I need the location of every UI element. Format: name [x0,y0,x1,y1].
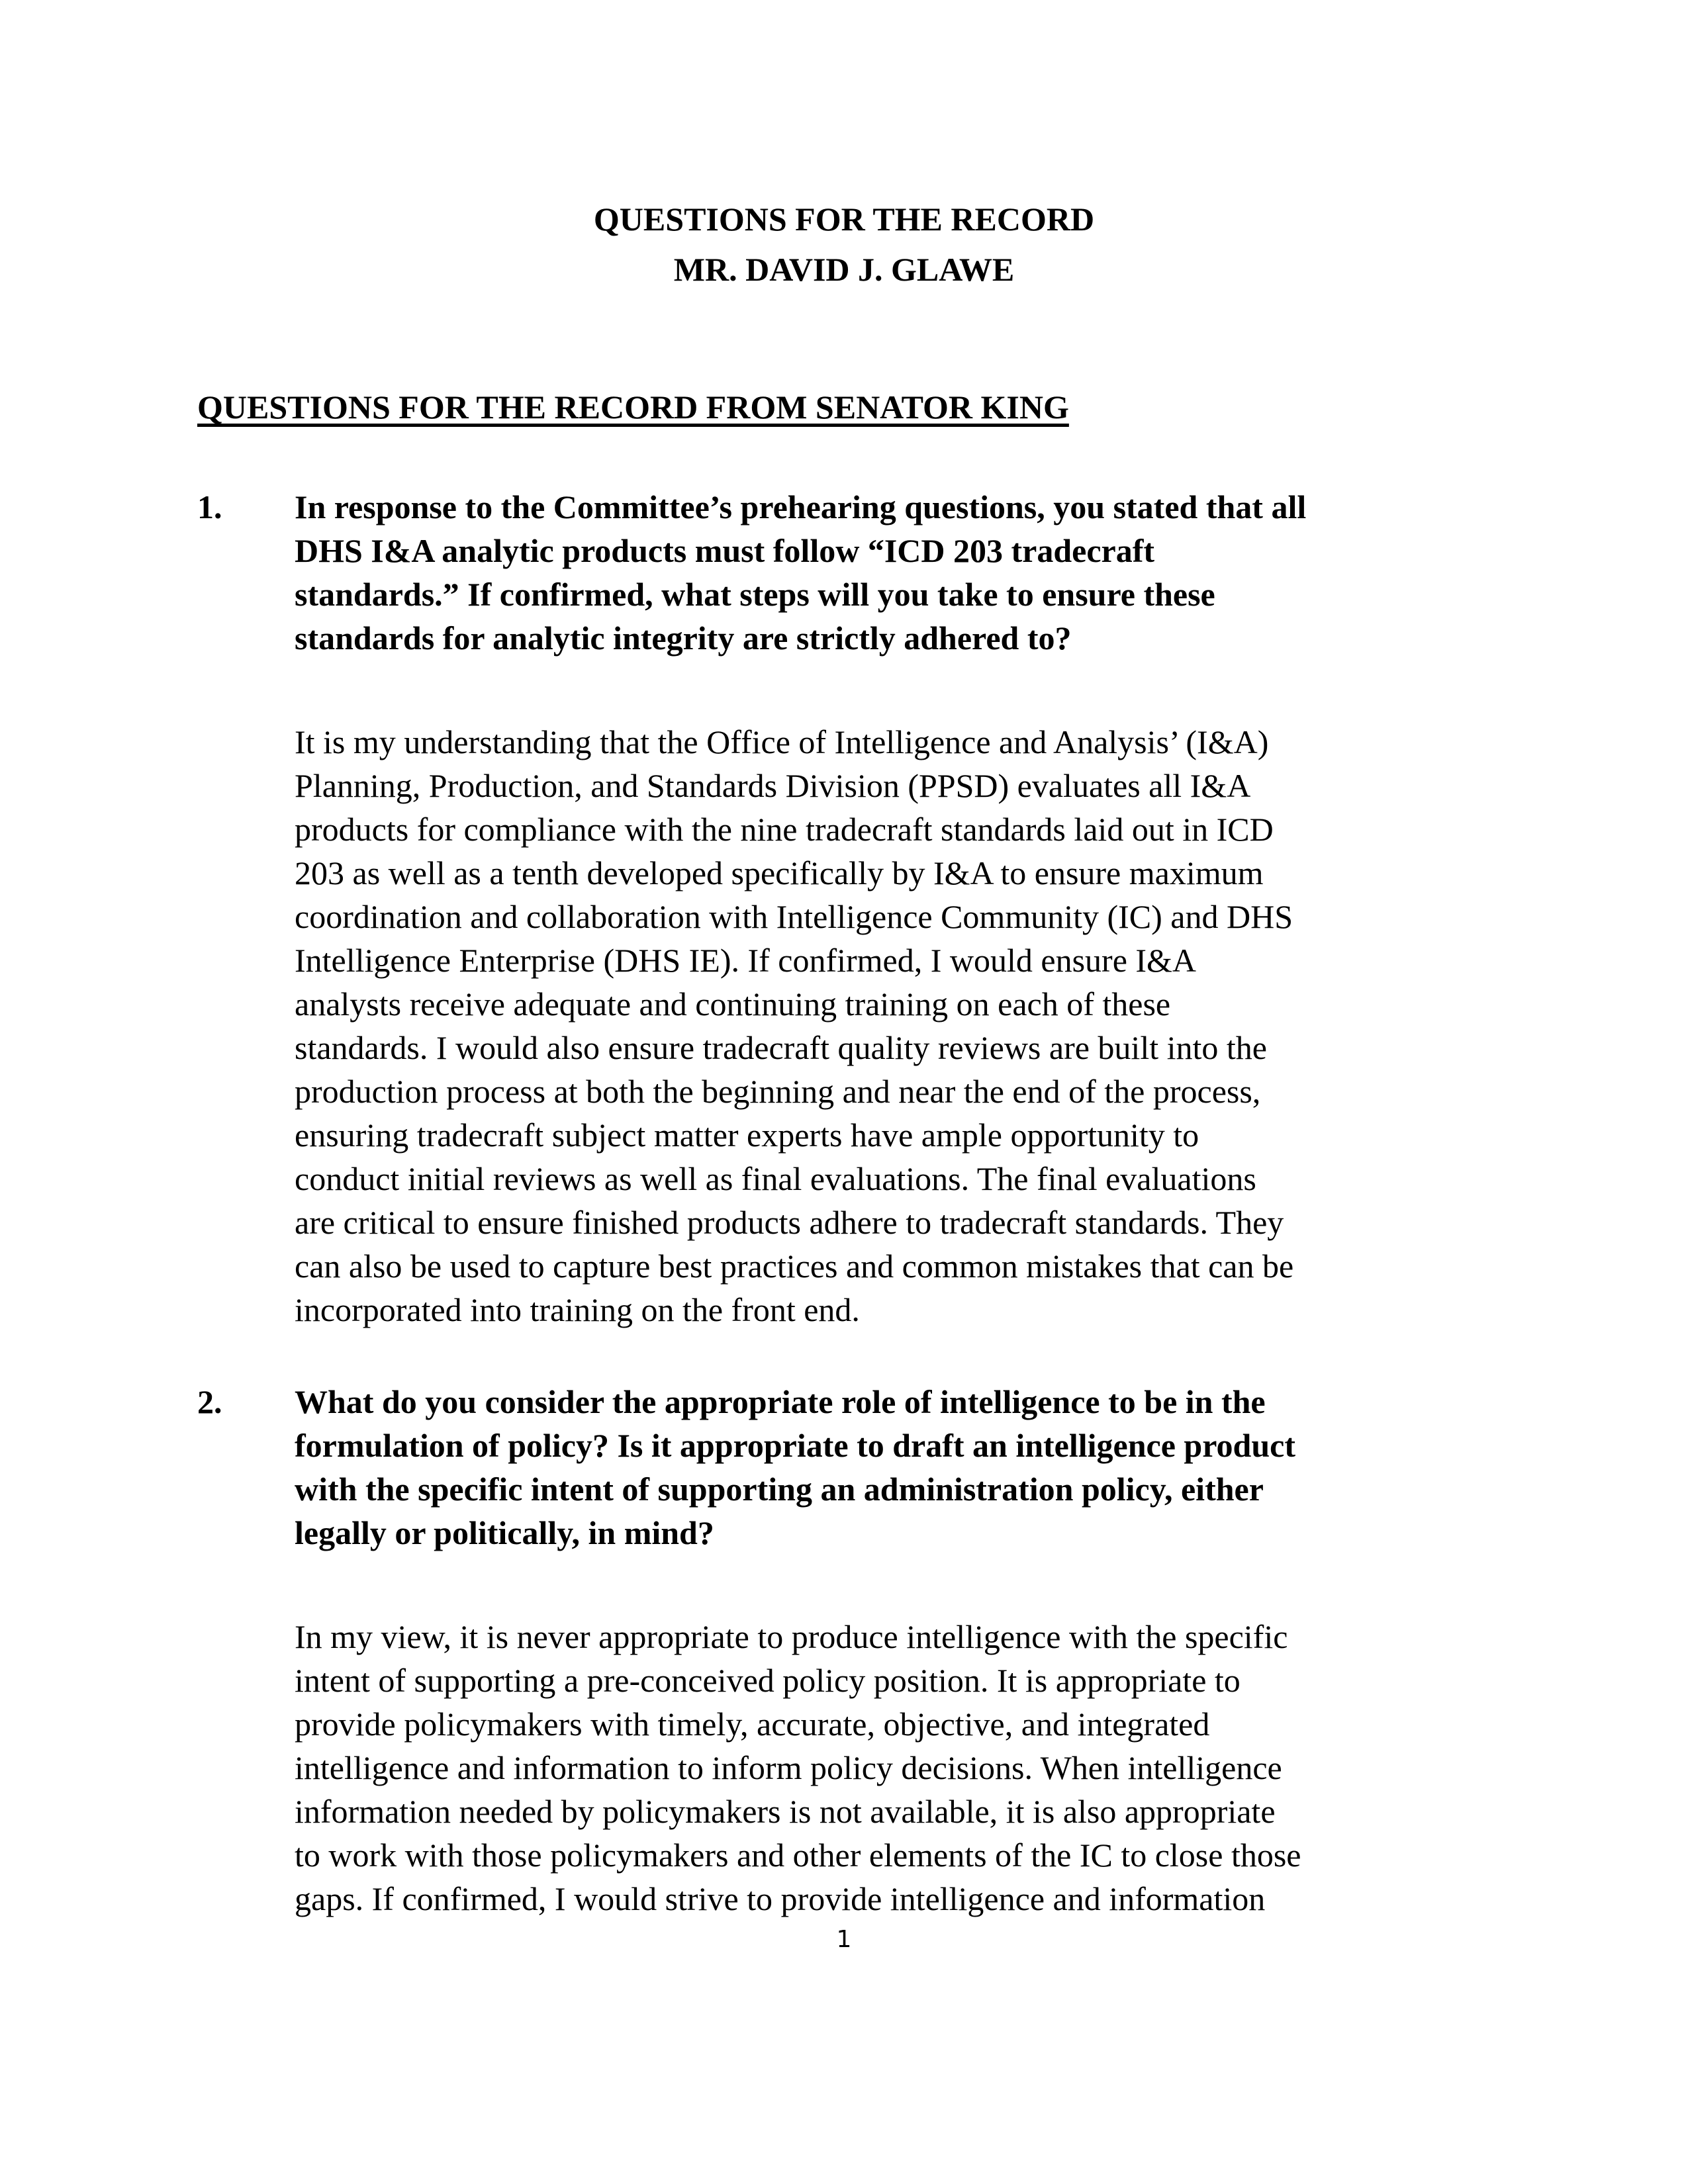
page-number: 1 [836,1926,852,1953]
answer-line: intelligence and information to inform policy decisions. When intelligence [295,1749,1282,1786]
answer-line: information needed by policymakers is not available, it is also appropriate [295,1793,1276,1830]
answer-text [295,1615,1460,1921]
question-line: standards for analytic integrity are strictly adhered to? [295,619,1072,657]
answer-line: products for compliance with the nine tradecraft standards laid out in ICD [295,811,1274,848]
question-line: formulation of policy? Is it appropriate to draft an intelligence product [295,1427,1295,1464]
answer-line: Intelligence Enterprise (DHS IE). If confirmed, I would ensure I&A [295,942,1197,979]
question-number: 1. [197,488,222,525]
answer-line: can also be used to capture best practices and common mistakes that can be [295,1248,1294,1285]
answer-line: are critical to ensure finished products adhere to tradecraft standards. They [295,1204,1284,1241]
answer-line: analysts receive adequate and continuing training on each of these [295,985,1171,1023]
answer-line: intent of supporting a pre-conceived policy position. It is appropriate to [295,1662,1241,1699]
answer-line: gaps. If confirmed, I would strive to provide intelligence and information [295,1880,1266,1917]
answer-line: incorporated into training on the front end. [295,1291,860,1328]
answer-line: Planning, Production, and Standards Division (PPSD) evaluates all I&A [295,767,1251,804]
answer-line: production process at both the beginning and near the end of the process, [295,1073,1261,1110]
question-number: 2. [197,1383,222,1420]
answer-line: to work with those policymakers and other elements of the IC to close those [295,1837,1301,1874]
question-text [295,485,1460,660]
question-text [295,1380,1460,1555]
answer-line: coordination and collaboration with Intelligence Community (IC) and DHS [295,898,1293,935]
answer-text [295,720,1460,1332]
question-line: What do you consider the appropriate role of intelligence to be in the [295,1383,1266,1420]
question-line: DHS I&A analytic products must follow “ICD 203 tradecraft [295,532,1155,569]
question-line: In response to the Committee’s prehearing questions, you stated that all [295,488,1307,525]
answer-line: In my view, it is never appropriate to produce intelligence with the specific [295,1618,1288,1655]
answer-line: ensuring tradecraft subject matter experts have ample opportunity to [295,1116,1199,1154]
answer-line: It is my understanding that the Office of Intelligence and Analysis’ (I&A) [295,723,1269,760]
answer-line: 203 as well as a tenth developed specifically by I&A to ensure maximum [295,854,1264,891]
answer-line: provide policymakers with timely, accurate, objective, and integrated [295,1706,1210,1743]
question-line: standards.” If confirmed, what steps will you take to ensure these [295,576,1215,613]
question-line: with the specific intent of supporting an administration policy, either [295,1471,1264,1508]
question-line: legally or politically, in mind? [295,1514,714,1551]
answer-line: conduct initial reviews as well as final evaluations. The final evaluations [295,1160,1256,1197]
document-subtitle-nominee: MR. DAVID J. GLAWE [673,251,1015,288]
answer-line: standards. I would also ensure tradecraft quality reviews are built into the [295,1029,1267,1066]
document-title: QUESTIONS FOR THE RECORD [593,201,1095,238]
section-heading: QUESTIONS FOR THE RECORD FROM SENATOR KING [197,388,1069,426]
